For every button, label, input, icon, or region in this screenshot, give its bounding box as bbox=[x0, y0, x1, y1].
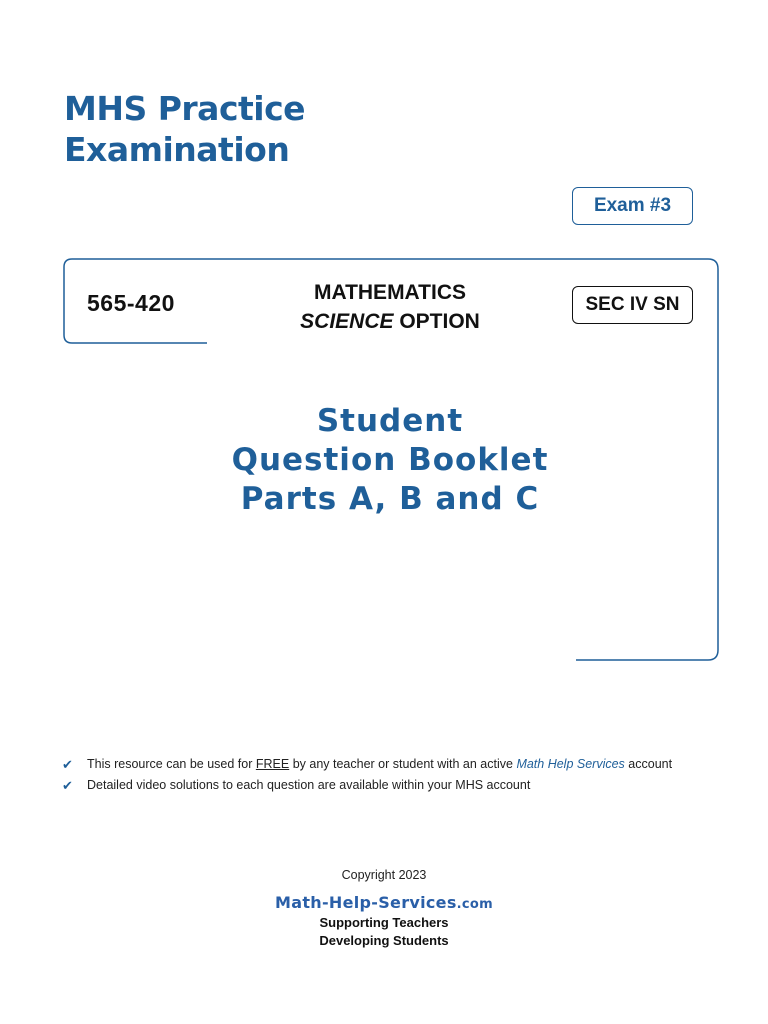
copyright: Copyright 2023 bbox=[341, 868, 427, 882]
subject-line-1: MATHEMATICS bbox=[313, 281, 467, 304]
tagline-1: Supporting Teachers bbox=[319, 915, 449, 930]
booklet-line-3: Parts A, B and C bbox=[240, 481, 540, 517]
exam-number-badge: Exam #3 bbox=[572, 187, 693, 225]
title-line-2: Examination bbox=[64, 130, 290, 169]
subject-rest: OPTION bbox=[399, 310, 480, 333]
note-free-resource bbox=[62, 754, 742, 775]
note-text: This resource can be used for bbox=[87, 757, 253, 771]
section-badge: SEC IV SN bbox=[572, 286, 693, 324]
subject-emphasis: SCIENCE bbox=[300, 310, 394, 333]
note-text: account bbox=[628, 757, 673, 771]
course-code: 565-420 bbox=[87, 290, 175, 316]
site-name: Math-Help-Services bbox=[275, 893, 457, 912]
math-help-services-link[interactable]: Math Help Services bbox=[516, 757, 625, 771]
note-video-solutions bbox=[62, 775, 742, 796]
booklet-line-1: Student bbox=[316, 403, 464, 439]
tagline-2: Developing Students bbox=[319, 933, 449, 948]
subject-title bbox=[270, 278, 510, 336]
notes-list bbox=[62, 754, 742, 796]
note-text: Detailed video solutions to each question are available within your MHS account bbox=[87, 778, 531, 792]
site-tld: .com bbox=[456, 897, 493, 912]
note-text: by any teacher or student with an active bbox=[292, 757, 513, 771]
checkmark-icon: ✔ bbox=[62, 757, 73, 772]
subject-line-2 bbox=[270, 307, 510, 336]
booklet-title bbox=[190, 402, 590, 519]
title-line-1: MHS Practice bbox=[64, 89, 306, 128]
free-text: FREE bbox=[255, 757, 290, 771]
checkmark-icon: ✔ bbox=[62, 778, 73, 793]
booklet-line-2: Question Booklet bbox=[231, 442, 549, 478]
site-logo[interactable] bbox=[0, 893, 768, 912]
